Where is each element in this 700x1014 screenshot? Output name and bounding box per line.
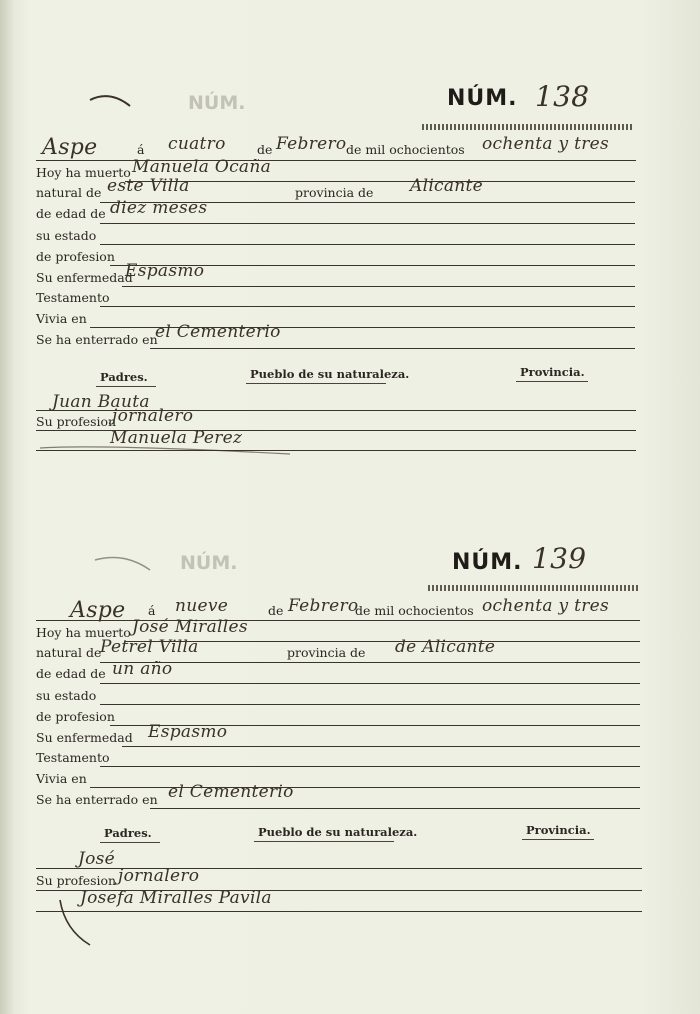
label-se-ha-enterrado-en: Se ha enterrado en xyxy=(36,332,158,347)
entry-number-value: 138 xyxy=(535,80,590,113)
label-su-estado: su estado xyxy=(36,228,97,243)
year-handwritten: ochenta y tres xyxy=(482,134,610,154)
label-vivia-en: Vivia en xyxy=(36,311,87,326)
day-handwritten: cuatro xyxy=(168,134,226,154)
year-handwritten: ochenta y tres xyxy=(482,596,610,616)
edad-value: un año xyxy=(112,659,173,679)
label-de-edad-de: de edad de xyxy=(36,206,106,221)
natural-value: este Villa xyxy=(107,176,190,196)
label-a: á xyxy=(137,142,145,157)
deceased-name: Manuela Ocaña xyxy=(132,157,272,177)
col-provincia: Provincia. xyxy=(520,365,585,379)
label-hoy-ha-muerto: Hoy ha muerto xyxy=(36,625,131,640)
col-provincia: Provincia. xyxy=(526,823,591,837)
label-de-edad-de: de edad de xyxy=(36,666,106,681)
label-de: de xyxy=(268,603,284,618)
father-name: José xyxy=(78,849,116,869)
ghost-num-label: NÚM. xyxy=(180,552,238,574)
enfermedad-value: Espasmo xyxy=(125,261,205,281)
col-padres: Padres. xyxy=(104,826,152,840)
father-profession: jornalero xyxy=(112,406,194,426)
enterrado-value: el Cementerio xyxy=(155,322,281,342)
label-su-enfermedad: Su enfermedad xyxy=(36,730,133,745)
edad-value: diez meses xyxy=(110,198,208,218)
label-de-mil: de mil ochocientos xyxy=(355,603,474,618)
enfermedad-value: Espasmo xyxy=(148,722,228,742)
label-su-profesion: Su profesion xyxy=(36,873,117,888)
father-name: Juan Bauta xyxy=(52,392,150,412)
label-se-ha-enterrado-en: Se ha enterrado en xyxy=(36,792,158,807)
natural-value: Petrel Villa xyxy=(100,637,199,657)
ghost-num-label: NÚM. xyxy=(188,92,246,114)
label-de-mil: de mil ochocientos xyxy=(346,142,465,157)
label-testamento: Testamento xyxy=(36,290,110,305)
col-padres: Padres. xyxy=(100,370,148,384)
label-testamento: Testamento xyxy=(36,750,110,765)
mother-name: Manuela Perez xyxy=(110,428,243,448)
place-handwritten: Aspe xyxy=(70,598,126,623)
label-provincia-de: provincia de xyxy=(295,185,374,200)
deceased-name: José Miralles xyxy=(132,617,248,637)
mother-name: Josefa Miralles Pavila xyxy=(80,888,272,908)
label-de-profesion: de profesion xyxy=(36,249,115,264)
place-handwritten: Aspe xyxy=(42,135,98,160)
entry-number-label: NÚM. xyxy=(447,86,518,111)
enterrado-value: el Cementerio xyxy=(168,782,294,802)
label-de: de xyxy=(257,142,273,157)
label-de-profesion: de profesion xyxy=(36,709,115,724)
entry-number-value: 139 xyxy=(532,542,587,575)
col-pueblo: Pueblo de su naturaleza. xyxy=(258,825,418,839)
label-su-estado: su estado xyxy=(36,688,97,703)
label-provincia-de: provincia de xyxy=(287,645,366,660)
label-hoy-ha-muerto: Hoy ha muerto xyxy=(36,165,131,180)
father-profession: jornalero xyxy=(118,866,200,886)
provincia-value: de Alicante xyxy=(395,637,496,657)
entry-number-label: NÚM. xyxy=(452,550,523,575)
label-a: á xyxy=(148,603,156,618)
label-natural-de: natural de xyxy=(36,645,102,660)
label-su-profesion: Su profesion xyxy=(36,414,117,429)
label-vivia-en: Vivia en xyxy=(36,771,87,786)
month-handwritten: Febrero xyxy=(288,596,359,616)
label-natural-de: natural de xyxy=(36,185,102,200)
col-pueblo: Pueblo de su naturaleza. xyxy=(250,367,410,381)
provincia-value: Alicante xyxy=(410,176,484,196)
label-su-enfermedad: Su enfermedad xyxy=(36,270,133,285)
day-handwritten: nueve xyxy=(175,596,229,616)
month-handwritten: Febrero xyxy=(276,134,347,154)
